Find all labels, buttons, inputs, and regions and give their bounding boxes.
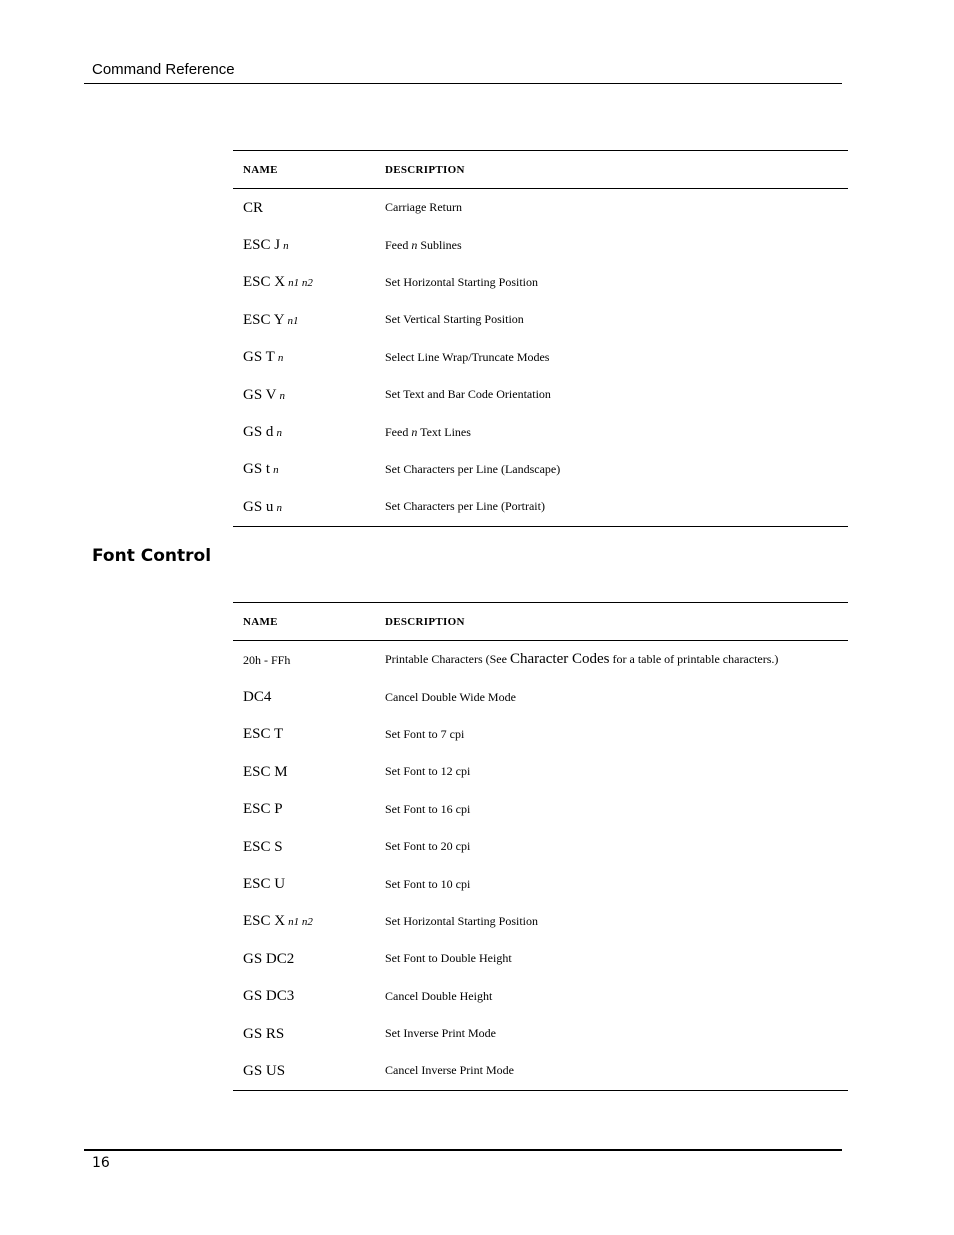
command-description-cell [385,989,848,1004]
command-parameter: n1 [287,314,299,327]
table-row [233,339,848,376]
command-name: ESC S [243,838,283,855]
command-name: CR [243,199,264,216]
command-name: 20h - FFh [243,652,291,667]
table-row [233,1052,848,1089]
table-row [233,226,848,263]
command-description: Set Horizontal Starting Position [385,913,538,928]
command-name: ESC Y [243,311,285,328]
command-description: Cancel Inverse Print Mode [385,1063,514,1078]
line-control-table [233,150,848,527]
command-description-cell [385,275,848,290]
cross-reference: Character Codes [509,651,610,668]
font-control-table [233,602,848,1091]
column-header-name: NAME [243,163,278,176]
running-header: Command Reference [92,61,235,78]
command-description-cell [385,690,848,705]
command-description: Set Text and Bar Code Orientation [385,387,551,402]
command-description-cell [385,387,848,402]
command-name-cell [233,725,385,743]
command-description: Feed n Text Lines [385,424,471,439]
command-parameter: n1 n2 [288,277,313,290]
command-name-cell [233,912,385,930]
header-rule [84,83,842,84]
command-parameter: n [276,501,282,514]
table-row [233,413,848,450]
table-row [233,865,848,902]
command-description-cell [385,877,848,892]
command-description: Set Inverse Print Mode [385,1026,496,1041]
command-name: ESC X [243,913,286,930]
command-name-cell [233,311,385,329]
description-text: for a table of printable characters.) [612,652,779,667]
command-description-cell [385,312,848,327]
command-name: GS T [243,349,275,366]
command-description: Carriage Return [385,200,462,215]
table-row [233,189,848,226]
page-number: 16 [92,1155,110,1171]
table-row [233,641,848,678]
command-description: Set Font to 7 cpi [385,726,465,741]
command-parameter: n [283,240,289,253]
command-name: DC4 [243,689,272,706]
command-description: Set Font to 12 cpi [385,764,471,779]
command-description: Set Horizontal Starting Position [385,274,538,289]
table-row [233,1015,848,1052]
command-name: ESC T [243,726,284,743]
table-row [233,791,848,828]
command-name-cell [233,651,385,669]
command-parameter: n [273,464,279,477]
command-name-cell [233,273,385,291]
command-description-cell [385,350,848,365]
command-description-cell [385,1026,848,1041]
command-name-cell [233,236,385,254]
section-heading-font-control: Font Control [92,546,212,566]
table-row [233,376,848,413]
command-description: Select Line Wrap/Truncate Modes [385,349,550,364]
column-header-name: NAME [243,615,278,628]
command-description: Set Vertical Starting Position [385,312,524,327]
table-row [233,264,848,301]
command-description-cell [385,651,848,668]
command-description: Set Font to 10 cpi [385,876,471,891]
command-description: Cancel Double Height [385,988,493,1003]
command-parameter: n [279,389,285,402]
column-header-description: DESCRIPTION [385,615,465,628]
command-name: ESC U [243,876,286,893]
table-row [233,716,848,753]
command-name: GS DC3 [243,988,295,1005]
command-name-cell [233,1062,385,1080]
command-name-cell [233,460,385,478]
command-name-cell [233,688,385,706]
command-parameter: n1 n2 [288,916,313,929]
command-name: GS V [243,386,277,403]
command-description-cell [385,839,848,854]
command-parameter: n [277,352,284,365]
command-name: GS t [243,461,271,478]
table-row [233,828,848,865]
command-description-cell [385,802,848,817]
command-description: Set Font to Double Height [385,951,512,966]
table-body [233,189,848,526]
table-row [233,301,848,338]
command-name: GS RS [243,1025,285,1042]
command-name: ESC X [243,274,286,291]
command-name-cell [233,800,385,818]
command-description-cell [385,914,848,929]
table-row [233,978,848,1015]
table-body [233,641,848,1090]
table-row [233,903,848,940]
command-name: GS US [243,1062,286,1079]
table-header [233,603,848,641]
table-header [233,151,848,189]
table-row [233,488,848,525]
command-name-cell [233,199,385,217]
command-name-cell [233,386,385,404]
command-description-cell [385,1063,848,1078]
table-row [233,451,848,488]
command-description-cell [385,951,848,966]
description-text: Printable Characters (See [385,652,507,667]
table-row [233,940,848,977]
command-name: GS u [243,498,274,515]
command-description-cell [385,200,848,215]
command-name-cell [233,423,385,441]
command-name-cell [233,950,385,968]
command-description-cell [385,764,848,779]
command-name-cell [233,875,385,893]
command-description-cell [385,727,848,742]
table-row [233,753,848,790]
command-name-cell [233,838,385,856]
column-header-description: DESCRIPTION [385,163,465,176]
command-description: Set Font to 20 cpi [385,839,471,854]
command-name: GS DC2 [243,950,295,967]
command-description: Feed n Sublines [385,237,462,252]
command-name: ESC P [243,801,283,818]
command-name-cell [233,1025,385,1043]
command-description-cell [385,499,848,514]
command-name: GS d [243,424,274,441]
command-name: ESC J [243,237,281,254]
command-description: Set Font to 16 cpi [385,801,471,816]
command-description-cell [385,238,848,253]
command-description: Cancel Double Wide Mode [385,689,516,704]
command-name-cell [233,987,385,1005]
command-parameter: n [276,427,282,440]
table-row [233,678,848,715]
command-description-cell [385,425,848,440]
command-name-cell [233,498,385,516]
command-name: ESC M [243,763,288,780]
command-description: Set Characters per Line (Landscape) [385,461,561,476]
command-name-cell [233,348,385,366]
footer-rule [84,1149,842,1151]
command-description-cell [385,462,848,477]
command-name-cell [233,763,385,781]
command-description: Set Characters per Line (Portrait) [385,499,545,514]
